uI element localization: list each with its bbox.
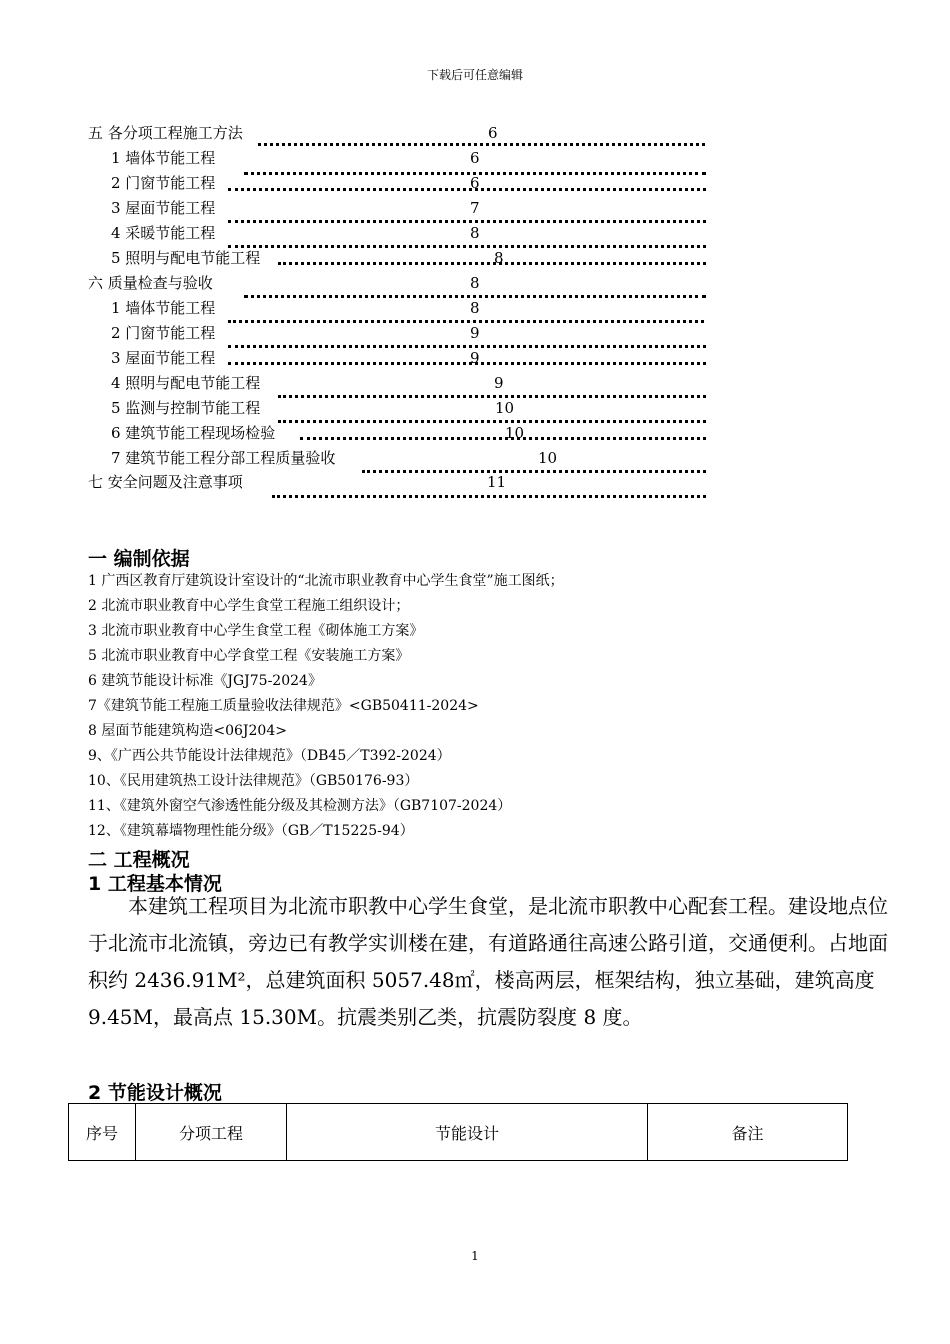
toc-item: 2 门窗节能工程: [111, 174, 216, 192]
toc-page: 10: [505, 424, 525, 442]
reference-item: 10、《民用建筑热工设计法律规范》（GB50176-93）: [88, 773, 419, 789]
toc-item: 六 质量检查与验收: [88, 274, 213, 292]
toc-item: 4 照明与配电节能工程: [111, 374, 261, 392]
toc-item: 3 屋面节能工程: [111, 349, 216, 367]
toc-page: 6: [488, 124, 498, 142]
table-header-cell: 备注: [648, 1104, 848, 1161]
reference-item: 5 北流市职业教育中心学食堂工程《安装施工方案》: [88, 648, 410, 664]
toc-page: 10: [538, 449, 558, 467]
toc-page: 6: [470, 149, 480, 167]
toc-leader: [362, 470, 706, 473]
toc-page: 9: [470, 324, 480, 342]
toc-leader: [278, 395, 706, 398]
table-header-cell: 分项工程: [136, 1104, 287, 1161]
toc-item: 7 建筑节能工程分部工程质量验收: [111, 449, 336, 467]
table-header-cell: 节能设计: [287, 1104, 648, 1161]
section-title: 二 工程概况: [88, 849, 190, 871]
reference-item: 8 屋面节能建筑构造<06J204>: [88, 723, 287, 739]
project-description: 本建筑工程项目为北流市职教中心学生食堂，是北流市职教中心配套工程。建设地点位于北流市北流镇，旁边已有教学实训楼在建，有道路通往高速公路引道，交通便利。占地面积约 2436.91M²，总建筑面积 5057.48㎡，楼高两层，框架结构，独立基础，建筑高度 9.45M，最高点 15.30M。抗震类别乙类，抗震防裂度 8 度。: [88, 894, 888, 1029]
subsection-title: 2 节能设计概况: [88, 1082, 222, 1104]
toc-leader: [300, 437, 706, 440]
reference-item: 11、《建筑外窗空气渗透性能分级及其检测方法》（GB7107-2024）: [88, 798, 512, 814]
toc-item: 5 照明与配电节能工程: [111, 249, 261, 267]
toc-leader: [244, 295, 706, 298]
toc-leader: [228, 188, 706, 191]
toc-leader: [278, 420, 706, 423]
toc-leader: [228, 320, 704, 323]
toc-leader: [278, 262, 706, 265]
toc-item: 五 各分项工程施工方法: [88, 124, 243, 142]
toc-item: 1 墙体节能工程: [111, 299, 216, 317]
reference-item: 2 北流市职业教育中心学生食堂工程施工组织设计；: [88, 598, 410, 614]
toc-page: 9: [470, 349, 480, 367]
reference-item: 3 北流市职业教育中心学生食堂工程《砌体施工方案》: [88, 623, 424, 639]
toc-item: 6 建筑节能工程现场检验: [111, 424, 276, 442]
reference-item: 1 广西区教育厅建筑设计室设计的“北流市职业教育中心学生食堂”施工图纸；: [88, 573, 564, 589]
toc-page: 6: [470, 174, 480, 192]
toc-item: 1 墙体节能工程: [111, 149, 216, 167]
reference-item: 7《建筑节能工程施工质量验收法律规范》<GB50411-2024>: [88, 698, 479, 714]
table-header-row: [69, 1104, 848, 1161]
reference-item: 6 建筑节能设计标准《JGJ75-2024》: [88, 673, 322, 689]
section-title: 一 编制依据: [88, 548, 190, 570]
toc-page: 7: [470, 199, 480, 217]
toc-page: 8: [494, 249, 504, 267]
toc-leader: [228, 362, 706, 365]
subsection-title: 1 工程基本情况: [88, 873, 222, 895]
page-header: 下载后可任意编辑: [426, 68, 523, 82]
page-number: 1: [471, 1249, 479, 1263]
toc-leader: [258, 143, 705, 146]
toc-item: 2 门窗节能工程: [111, 324, 216, 342]
toc-page: 8: [470, 299, 480, 317]
toc-leader: [228, 345, 706, 348]
energy-design-table: [68, 1103, 848, 1161]
toc-item: 七 安全问题及注意事项: [88, 473, 243, 491]
reference-item: 12、《建筑幕墙物理性能分级》（GB／T15225-94）: [88, 823, 414, 839]
toc-page: 9: [494, 374, 504, 392]
toc-page: 8: [470, 274, 480, 292]
toc-item: 5 监测与控制节能工程: [111, 399, 261, 417]
toc-page: 10: [495, 399, 515, 417]
reference-item: 9、《广西公共节能设计法律规范》（DB45／T392-2024）: [88, 748, 451, 764]
table-header-cell: 序号: [69, 1104, 136, 1161]
toc-leader: [228, 245, 706, 248]
toc-page: 8: [470, 224, 480, 242]
toc-item: 4 采暖节能工程: [111, 224, 216, 242]
toc-page: 11: [487, 473, 507, 491]
toc-item: 3 屋面节能工程: [111, 199, 216, 217]
toc-leader: [272, 495, 706, 498]
toc-leader: [228, 220, 706, 223]
